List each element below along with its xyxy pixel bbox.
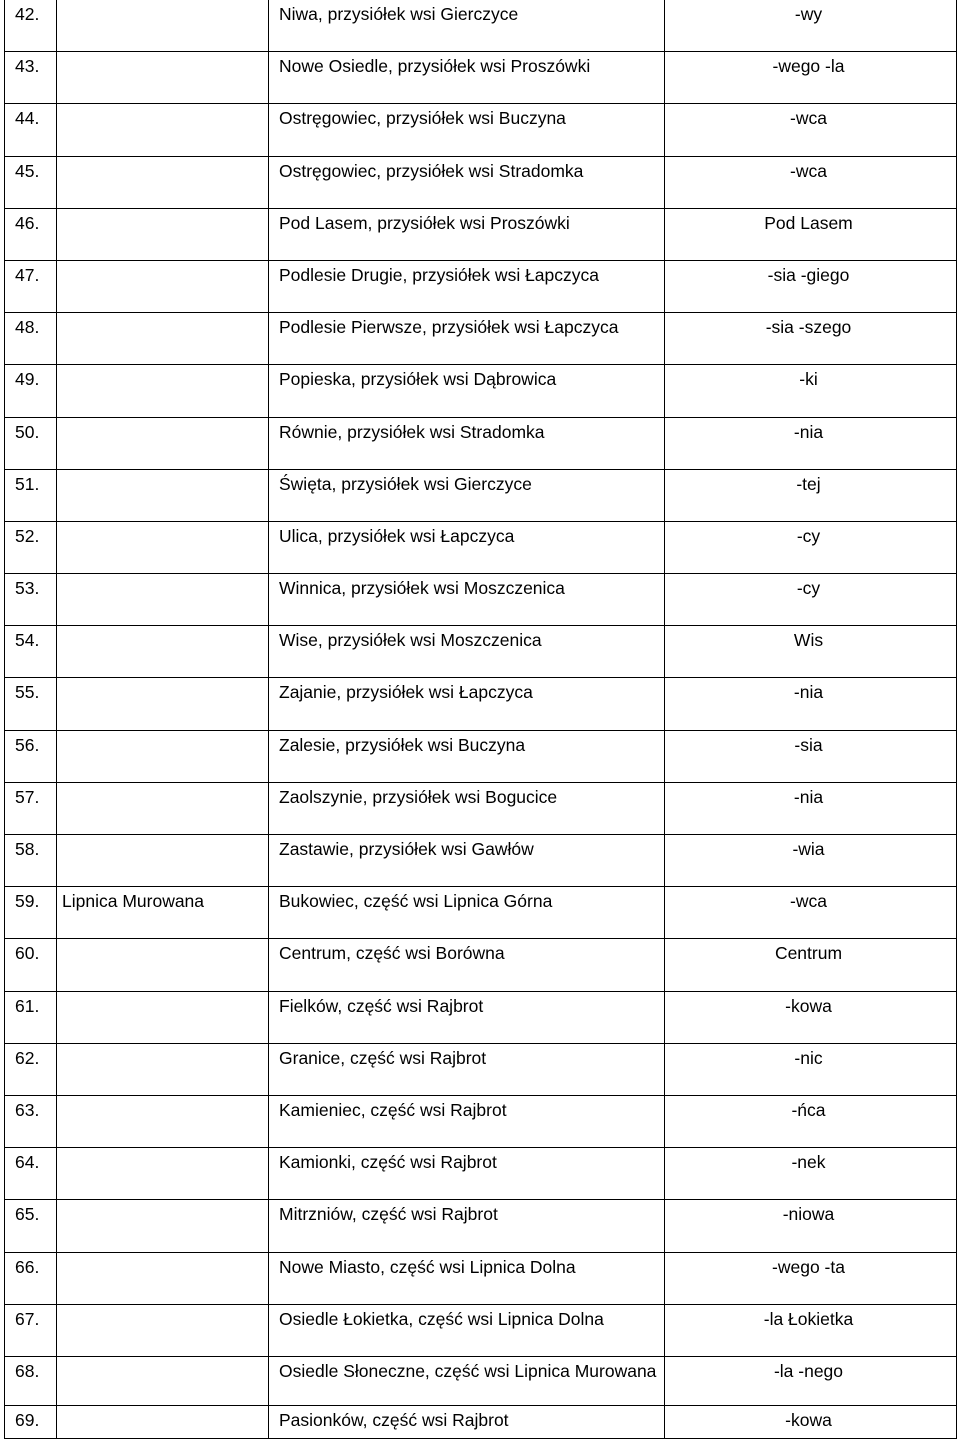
municipality-cell-container — [57, 939, 269, 991]
place-name-cell-container — [269, 1043, 665, 1095]
place-name-cell: Osiedle Słoneczne, część wsi Lipnica Murowana — [279, 1360, 657, 1381]
municipality-cell-container — [57, 417, 269, 469]
municipality-cell-container — [57, 1148, 269, 1200]
inflection-cell-container — [665, 1095, 957, 1147]
place-name-cell-container — [269, 887, 665, 939]
row-number: 53. — [15, 578, 40, 599]
place-name-cell: Niwa, przysiółek wsi Gierczyce — [279, 4, 519, 24]
place-name-cell-container — [269, 1405, 665, 1438]
row-number: 47. — [15, 264, 40, 285]
inflection-cell: -nia — [793, 682, 824, 703]
municipality-cell-container — [57, 1356, 269, 1405]
place-name-cell: Nowe Miasto, część wsi Lipnica Dolna — [279, 1256, 576, 1277]
municipality-cell — [57, 1096, 268, 1147]
place-name-cell: Pod Lasem, przysiółek wsi Proszówki — [279, 212, 570, 233]
place-name-cell-container — [269, 991, 665, 1043]
place-name-cell: Równie, przysiółek wsi Stradomka — [279, 421, 545, 442]
place-name-cell-container — [269, 313, 665, 365]
municipality-cell — [57, 0, 268, 51]
municipality-cell-container — [57, 887, 269, 939]
row-number-container — [5, 104, 57, 156]
table-row — [5, 52, 957, 104]
row-number: 52. — [15, 525, 40, 546]
row-number-container — [5, 1356, 57, 1405]
row-number: 46. — [15, 212, 40, 233]
place-name-cell-container — [269, 730, 665, 782]
table-row — [5, 1405, 957, 1438]
municipality-cell-container — [57, 52, 269, 104]
inflection-cell-container — [665, 1252, 957, 1304]
place-name-cell: Zaolszynie, przysiółek wsi Bogucice — [279, 786, 558, 807]
table-row — [5, 0, 957, 52]
row-number-container — [5, 1043, 57, 1095]
place-name-cell-container — [269, 208, 665, 260]
inflection-cell: -wca — [790, 108, 827, 129]
inflection-cell: -cy — [796, 525, 821, 546]
place-name-cell: Zajanie, przysiółek wsi Łapczyca — [279, 682, 533, 703]
table-row — [5, 1356, 957, 1405]
place-name-cell-container — [269, 1095, 665, 1147]
row-number: 45. — [15, 160, 40, 181]
place-name-cell-container — [269, 1200, 665, 1252]
municipality-cell — [57, 261, 268, 312]
place-name-cell: Centrum, część wsi Borówna — [279, 943, 505, 964]
place-name-cell-container — [269, 0, 665, 52]
municipality-cell — [57, 365, 268, 416]
table-row — [5, 939, 957, 991]
row-number-container — [5, 313, 57, 365]
inflection-cell: -wego -ta — [772, 1256, 845, 1277]
place-name-cell-container — [269, 417, 665, 469]
inflection-cell: Wis — [793, 630, 824, 651]
place-name-cell: Ulica, przysiółek wsi Łapczyca — [279, 525, 515, 546]
inflection-cell-container — [665, 52, 957, 104]
place-name-cell: Ostręgowiec, przysiółek wsi Stradomka — [279, 160, 584, 181]
table-row — [5, 104, 957, 156]
table-row — [5, 156, 957, 208]
municipality-cell — [57, 1044, 268, 1095]
municipality-cell — [57, 522, 268, 573]
place-name-cell-container — [269, 1252, 665, 1304]
municipality-cell — [57, 313, 268, 364]
inflection-cell: -ki — [799, 369, 818, 390]
place-name-cell: Ostręgowiec, przysiółek wsi Buczyna — [279, 108, 566, 129]
municipality-cell-container — [57, 1252, 269, 1304]
place-name-cell: Kamieniec, część wsi Rajbrot — [279, 1099, 507, 1120]
inflection-cell-container — [665, 1405, 957, 1438]
place-name-cell: Winnica, przysiółek wsi Moszczenica — [279, 578, 565, 599]
row-number-container — [5, 574, 57, 626]
municipality-cell-container — [57, 782, 269, 834]
municipality-cell — [57, 418, 268, 469]
municipality-cell — [57, 678, 268, 729]
table-row — [5, 835, 957, 887]
municipality-cell-container — [57, 208, 269, 260]
row-number-container — [5, 0, 57, 52]
inflection-cell-container — [665, 521, 957, 573]
municipality-cell-container — [57, 0, 269, 52]
inflection-cell: -nic — [794, 1047, 823, 1068]
row-number-container — [5, 1304, 57, 1356]
municipality-cell — [57, 1200, 268, 1251]
table-row — [5, 678, 957, 730]
municipality-cell-container — [57, 313, 269, 365]
place-name-cell-container — [269, 365, 665, 417]
table-row — [5, 417, 957, 469]
row-number: 54. — [15, 630, 40, 651]
inflection-cell: -cy — [796, 578, 821, 599]
inflection-cell-container — [665, 156, 957, 208]
inflection-cell-container — [665, 1304, 957, 1356]
municipality-cell-container — [57, 1043, 269, 1095]
table-row — [5, 1304, 957, 1356]
inflection-cell-container — [665, 0, 957, 52]
inflection-cell-container — [665, 835, 957, 887]
inflection-cell: -nia — [793, 786, 824, 807]
inflection-cell: -wy — [794, 4, 823, 24]
inflection-cell: -tej — [796, 473, 821, 494]
municipality-cell-container — [57, 521, 269, 573]
place-name-cell: Osiedle Łokietka, część wsi Lipnica Dolna — [279, 1308, 604, 1329]
place-name-cell-container — [269, 574, 665, 626]
municipality-cell — [57, 104, 268, 155]
row-number-container — [5, 782, 57, 834]
row-number: 69. — [15, 1409, 40, 1430]
inflection-cell: Centrum — [774, 943, 843, 964]
municipality-cell-container — [57, 469, 269, 521]
table-row — [5, 313, 957, 365]
place-name-cell-container — [269, 939, 665, 991]
row-number: 67. — [15, 1308, 40, 1329]
municipality-cell-container — [57, 574, 269, 626]
place-name-cell: Granice, część wsi Rajbrot — [279, 1047, 487, 1068]
inflection-cell-container — [665, 1148, 957, 1200]
inflection-cell-container — [665, 208, 957, 260]
row-number-container — [5, 156, 57, 208]
inflection-cell-container — [665, 1043, 957, 1095]
row-number: 57. — [15, 786, 40, 807]
place-name-cell: Kamionki, część wsi Rajbrot — [279, 1152, 497, 1173]
table-row — [5, 1095, 957, 1147]
inflection-cell: -nek — [791, 1152, 826, 1173]
municipality-cell — [57, 574, 268, 625]
place-name-cell-container — [269, 835, 665, 887]
inflection-cell: -nia — [793, 421, 824, 442]
municipality-cell — [57, 1406, 268, 1438]
municipality-cell-container — [57, 104, 269, 156]
table-row — [5, 208, 957, 260]
inflection-cell-container — [665, 417, 957, 469]
row-number-container — [5, 521, 57, 573]
row-number: 65. — [15, 1204, 40, 1225]
municipality-cell-container — [57, 1200, 269, 1252]
row-number-container — [5, 208, 57, 260]
municipality-cell — [57, 731, 268, 782]
table-row — [5, 521, 957, 573]
place-name-cell-container — [269, 260, 665, 312]
municipality-cell-container — [57, 260, 269, 312]
row-number: 63. — [15, 1099, 40, 1120]
place-name-cell: Wise, przysiółek wsi Moszczenica — [279, 630, 542, 651]
place-name-cell: Pasionków, część wsi Rajbrot — [279, 1409, 509, 1430]
row-number-container — [5, 1405, 57, 1438]
table-row — [5, 887, 957, 939]
municipality-cell-container — [57, 835, 269, 887]
inflection-cell: Pod Lasem — [764, 212, 853, 233]
place-name-cell: Podlesie Pierwsze, przysiółek wsi Łapczyca — [279, 317, 619, 338]
row-number-container — [5, 939, 57, 991]
place-names-table — [4, 0, 957, 1439]
inflection-cell-container — [665, 991, 957, 1043]
place-name-cell-container — [269, 1148, 665, 1200]
inflection-cell-container — [665, 782, 957, 834]
inflection-cell: -niowa — [782, 1204, 835, 1225]
inflection-cell: -la Łokietka — [763, 1308, 854, 1329]
table-row — [5, 1252, 957, 1304]
row-number: 66. — [15, 1256, 40, 1277]
inflection-cell-container — [665, 260, 957, 312]
place-name-cell: Podlesie Drugie, przysiółek wsi Łapczyca — [279, 264, 599, 285]
inflection-cell: -wca — [790, 160, 827, 181]
municipality-cell — [57, 939, 268, 990]
table-body — [5, 0, 957, 1438]
municipality-cell-container — [57, 1095, 269, 1147]
row-number: 49. — [15, 369, 40, 390]
row-number-container — [5, 1252, 57, 1304]
inflection-cell-container — [665, 574, 957, 626]
row-number: 58. — [15, 839, 40, 859]
municipality-cell — [57, 209, 268, 260]
row-number-container — [5, 991, 57, 1043]
row-number-container — [5, 1095, 57, 1147]
row-number-container — [5, 469, 57, 521]
row-number: 50. — [15, 421, 40, 442]
inflection-cell-container — [665, 730, 957, 782]
inflection-cell-container — [665, 313, 957, 365]
place-name-cell-container — [269, 156, 665, 208]
inflection-cell: -kowa — [785, 1409, 832, 1430]
row-number-container — [5, 260, 57, 312]
row-number-container — [5, 365, 57, 417]
place-name-cell: Nowe Osiedle, przysiółek wsi Proszówki — [279, 56, 591, 77]
row-number: 64. — [15, 1152, 40, 1173]
row-number-container — [5, 417, 57, 469]
table-row — [5, 991, 957, 1043]
place-name-cell-container — [269, 104, 665, 156]
table-row — [5, 365, 957, 417]
municipality-cell — [57, 1253, 268, 1304]
place-name-cell-container — [269, 521, 665, 573]
inflection-cell-container — [665, 626, 957, 678]
place-name-cell: Zastawie, przysiółek wsi Gawłów — [279, 839, 534, 859]
row-number: 51. — [15, 473, 40, 494]
row-number-container — [5, 730, 57, 782]
row-number: 61. — [15, 995, 40, 1016]
municipality-cell-container — [57, 991, 269, 1043]
row-number: 55. — [15, 682, 40, 703]
municipality-cell — [57, 783, 268, 834]
table-row — [5, 1148, 957, 1200]
inflection-cell: -sia -giego — [767, 264, 850, 285]
place-name-cell-container — [269, 678, 665, 730]
place-name-cell-container — [269, 1304, 665, 1356]
inflection-cell-container — [665, 1356, 957, 1405]
municipality-cell: Lipnica Murowana — [62, 891, 205, 912]
inflection-cell: -ńca — [791, 1099, 826, 1120]
municipality-cell — [57, 470, 268, 521]
row-number-container — [5, 887, 57, 939]
row-number: 48. — [15, 317, 40, 338]
place-name-cell: Zalesie, przysiółek wsi Buczyna — [279, 734, 526, 755]
municipality-cell-container — [57, 730, 269, 782]
inflection-cell: -wia — [792, 839, 825, 859]
municipality-cell — [57, 1357, 268, 1405]
inflection-cell: -wego -la — [772, 56, 845, 77]
municipality-cell-container — [57, 1405, 269, 1438]
row-number: 59. — [15, 891, 40, 912]
row-number-container — [5, 1200, 57, 1252]
row-number-container — [5, 678, 57, 730]
inflection-cell: -sia -szego — [765, 317, 852, 338]
municipality-cell-container — [57, 365, 269, 417]
municipality-cell — [57, 1148, 268, 1199]
row-number: 62. — [15, 1047, 40, 1068]
inflection-cell-container — [665, 1200, 957, 1252]
inflection-cell-container — [665, 365, 957, 417]
row-number: 68. — [15, 1360, 40, 1381]
table-row — [5, 782, 957, 834]
inflection-cell-container — [665, 887, 957, 939]
place-name-cell-container — [269, 782, 665, 834]
inflection-cell-container — [665, 104, 957, 156]
row-number-container — [5, 626, 57, 678]
place-name-cell-container — [269, 469, 665, 521]
table-row — [5, 1200, 957, 1252]
municipality-cell — [57, 1305, 268, 1356]
row-number: 43. — [15, 56, 40, 77]
table-row — [5, 469, 957, 521]
inflection-cell-container — [665, 939, 957, 991]
place-name-cell: Mitrzniów, część wsi Rajbrot — [279, 1204, 498, 1225]
row-number: 44. — [15, 108, 40, 129]
table-row — [5, 260, 957, 312]
place-name-cell: Święta, przysiółek wsi Gierczyce — [279, 473, 532, 494]
municipality-cell — [57, 835, 268, 886]
row-number: 42. — [15, 4, 40, 24]
table-row — [5, 574, 957, 626]
municipality-cell — [57, 626, 268, 677]
place-name-cell-container — [269, 52, 665, 104]
place-name-cell: Popieska, przysiółek wsi Dąbrowica — [279, 369, 557, 390]
table-row — [5, 626, 957, 678]
row-number: 56. — [15, 734, 40, 755]
municipality-cell-container — [57, 1304, 269, 1356]
row-number-container — [5, 52, 57, 104]
municipality-cell — [57, 157, 268, 208]
inflection-cell-container — [665, 469, 957, 521]
inflection-cell: -wca — [790, 891, 827, 912]
place-name-cell-container — [269, 1356, 665, 1405]
table-row — [5, 730, 957, 782]
municipality-cell-container — [57, 156, 269, 208]
row-number: 60. — [15, 943, 40, 964]
table-row — [5, 1043, 957, 1095]
municipality-cell — [57, 992, 268, 1043]
inflection-cell: -sia — [794, 734, 823, 755]
municipality-cell — [57, 52, 268, 103]
inflection-cell: -kowa — [785, 995, 832, 1016]
row-number-container — [5, 835, 57, 887]
municipality-cell-container — [57, 678, 269, 730]
inflection-cell: -la -nego — [773, 1360, 844, 1381]
place-name-cell: Fielków, część wsi Rajbrot — [279, 995, 484, 1016]
place-name-cell: Bukowiec, część wsi Lipnica Górna — [279, 891, 553, 912]
municipality-cell-container — [57, 626, 269, 678]
row-number-container — [5, 1148, 57, 1200]
place-name-cell-container — [269, 626, 665, 678]
inflection-cell-container — [665, 678, 957, 730]
